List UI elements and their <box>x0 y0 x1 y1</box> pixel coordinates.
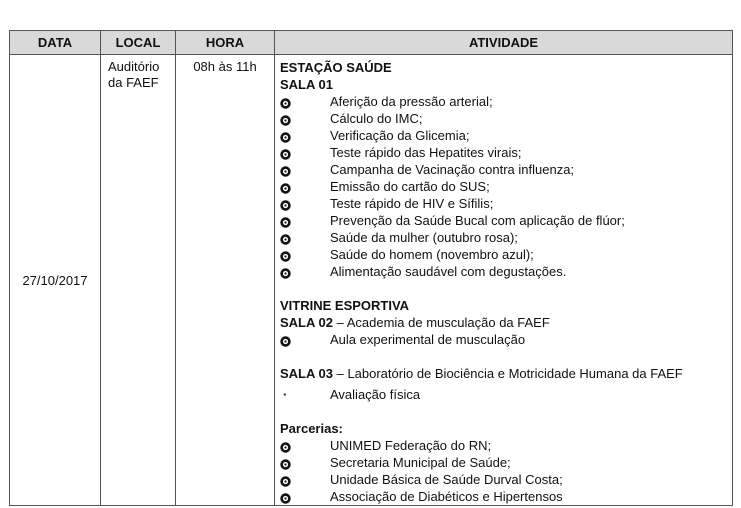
circle-bullet-icon <box>280 164 291 175</box>
schedule-table <box>9 30 733 506</box>
activity-cell <box>275 55 733 506</box>
section-title: Parcerias: <box>280 421 343 436</box>
list-item <box>280 110 732 127</box>
parcerias-list <box>280 437 732 505</box>
list-item <box>280 144 732 161</box>
list-item <box>280 386 732 403</box>
circle-bullet-icon <box>280 147 291 158</box>
circle-bullet-icon <box>280 232 291 243</box>
circle-bullet-icon <box>280 266 291 277</box>
list-item-text: Teste rápido de HIV e Sífilis; <box>330 196 494 211</box>
local-line: da FAEF <box>108 75 159 90</box>
list-item-text: Alimentação saudável com degustações. <box>330 264 567 279</box>
dot-bullet: · <box>283 387 288 402</box>
header-hora: HORA <box>176 31 275 55</box>
list-item <box>280 178 732 195</box>
list-item-text: Saúde da mulher (outubro rosa); <box>330 230 518 245</box>
list-item <box>280 93 732 110</box>
list-item <box>280 161 732 178</box>
list-item <box>280 471 732 488</box>
activity-content <box>280 59 732 505</box>
section-title: ESTAÇÃO SAÚDE <box>280 60 392 75</box>
list-item <box>280 229 732 246</box>
list-item <box>280 454 732 471</box>
list-item <box>280 263 732 280</box>
circle-bullet-icon <box>280 491 291 502</box>
header-local: LOCAL <box>101 31 176 55</box>
list-item-text: Campanha de Vacinação contra influenza; <box>330 162 575 177</box>
list-item-text: Aferição da pressão arterial; <box>330 94 493 109</box>
hora-cell: 08h às 11h <box>176 55 275 506</box>
list-item-text: Saúde do homem (novembro azul); <box>330 247 534 262</box>
circle-bullet-icon <box>280 198 291 209</box>
room-description: – Academia de musculação da FAEF <box>332 315 550 330</box>
list-item <box>280 488 732 505</box>
list-item-text: Avaliação física <box>330 387 421 402</box>
circle-bullet-icon <box>280 440 291 451</box>
list-item-text: Teste rápido das Hepatites virais; <box>330 145 522 160</box>
local-cell <box>101 55 176 506</box>
room-description: – Laboratório de Biociência e Motricidade Humana da FAEF <box>332 366 683 381</box>
circle-bullet-icon <box>280 457 291 468</box>
estacao-list <box>280 93 732 280</box>
room-label: SALA 03 <box>280 366 333 381</box>
list-item-text: Unidade Básica de Saúde Durval Costa; <box>330 472 563 487</box>
vitrine-list <box>280 331 732 348</box>
room-label: SALA 02 <box>280 315 333 330</box>
circle-bullet-icon <box>280 249 291 260</box>
header-data: DATA <box>10 31 101 55</box>
local-line: Auditório <box>108 59 160 74</box>
circle-bullet-icon <box>280 181 291 192</box>
header-atividade: ATIVIDADE <box>275 31 733 55</box>
list-item-text: Associação de Diabéticos e Hipertensos <box>330 489 563 504</box>
list-item <box>280 246 732 263</box>
table-row <box>10 55 733 506</box>
list-item <box>280 195 732 212</box>
list-item-text: Prevenção da Saúde Bucal com aplicação de flúor; <box>330 213 625 228</box>
circle-bullet-icon <box>280 130 291 141</box>
list-item-text: Secretaria Municipal de Saúde; <box>330 455 511 470</box>
list-item-text: Emissão do cartão do SUS; <box>330 179 490 194</box>
list-item <box>280 437 732 454</box>
list-item-text: UNIMED Federação do RN; <box>330 438 492 453</box>
list-item <box>280 331 732 348</box>
circle-bullet-icon <box>280 334 291 345</box>
circle-bullet-icon <box>280 474 291 485</box>
room-label: SALA 01 <box>280 77 333 92</box>
section-title: VITRINE ESPORTIVA <box>280 298 410 313</box>
list-item <box>280 212 732 229</box>
room-line <box>280 365 732 382</box>
list-item <box>280 127 732 144</box>
date-cell: 27/10/2017 <box>10 55 101 506</box>
circle-bullet-icon <box>280 96 291 107</box>
list-item-text: Verificação da Glicemia; <box>330 128 470 143</box>
list-item-text: Cálculo do IMC; <box>330 111 423 126</box>
list-item-text: Aula experimental de musculação <box>330 332 526 347</box>
room-line <box>280 314 732 331</box>
circle-bullet-icon <box>280 113 291 124</box>
circle-bullet-icon <box>280 215 291 226</box>
header-row <box>10 31 733 55</box>
